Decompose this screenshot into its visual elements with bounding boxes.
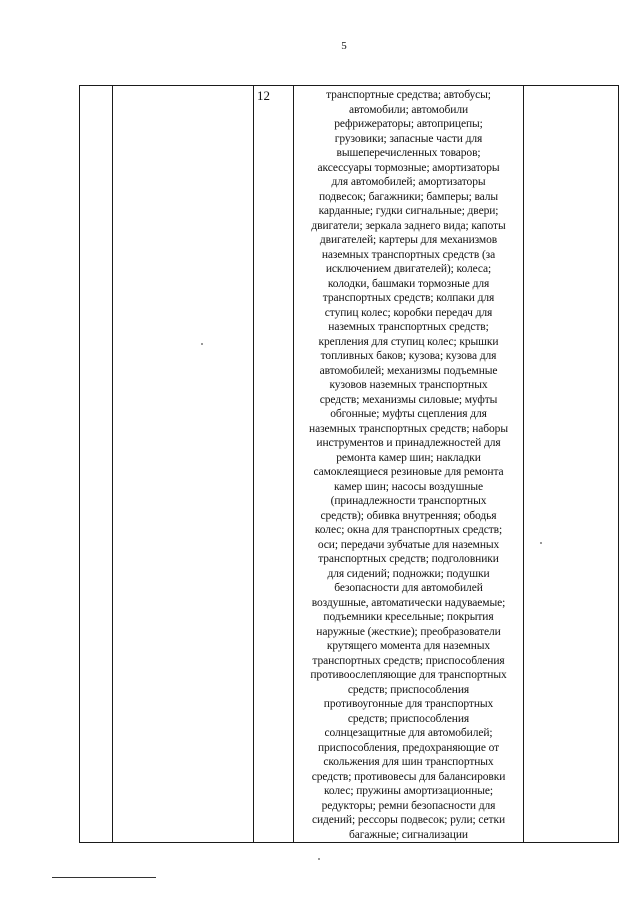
scan-speck bbox=[540, 542, 542, 544]
scan-speck bbox=[318, 858, 320, 860]
table-cell-empty-5 bbox=[524, 86, 619, 843]
goods-list-text: транспортные средства; автобусы; автомобили; автомобили рефрижераторы; автоприцепы; грузовики; запасные части для вышеперечисленных товаров; аксессуары тормозные; амортизаторы для автомобилей; амортизаторы подвесок; багажники; бамперы; валы карданные; гудки сигнальные; двери; двигатели; зеркала заднего вида; капоты двигателей; картеры для механизмов наземных транспортных средств (за исключением двигателей); колеса; колодки, башмаки тормозные для транспортных средств; колпаки для ступиц колес; коробки передач для наземных транспортных средств; крепления для ступиц колес; крышки топливных баков; кузова; кузова для автомобилей; механизмы подъемные кузовов наземных транспортных средств; механизмы силовые; муфты обгонные; муфты сцепления для наземных транспортных средств; наборы инструментов и принадлежностей для ремонта камер шин; накладки самоклеящиеся резиновые для ремонта камер шин; насосы воздушные (принадлежности транспортных средств); обивка внутренняя; ободья колес; окна для транспортных средств; оси; передачи зубчатые для наземных транспортных средств; подголовники для сидений; подножки; подушки безопасности для автомобилей воздушные, автоматически надуваемые; подъемники кресельные; покрытия наружные (жесткие); преобразователи крутящего момента для наземных транспортных средств; приспособления противоослепляющие для транспортных средств; приспособления противоугонные для транспортных средств; приспособления солнцезащитные для автомобилей; приспособления, предохраняющие от скольжения для шин транспортных средств; противовесы для балансировки колес; пружины амортизационные; редукторы; ремни безопасности для сидений; рессоры подвесок; рули; сетки багажные; сигнализации bbox=[309, 89, 508, 841]
scan-speck bbox=[201, 343, 203, 345]
goods-services-table bbox=[79, 85, 619, 843]
goods-list-cell bbox=[294, 86, 524, 843]
footnote-divider bbox=[52, 877, 156, 878]
class-number-cell bbox=[254, 86, 294, 843]
table-cell-empty-1 bbox=[80, 86, 113, 843]
table-cell-empty-2 bbox=[113, 86, 254, 843]
class-number: 12 bbox=[257, 88, 270, 103]
table-row bbox=[80, 86, 619, 843]
page-number: 5 bbox=[341, 40, 347, 52]
